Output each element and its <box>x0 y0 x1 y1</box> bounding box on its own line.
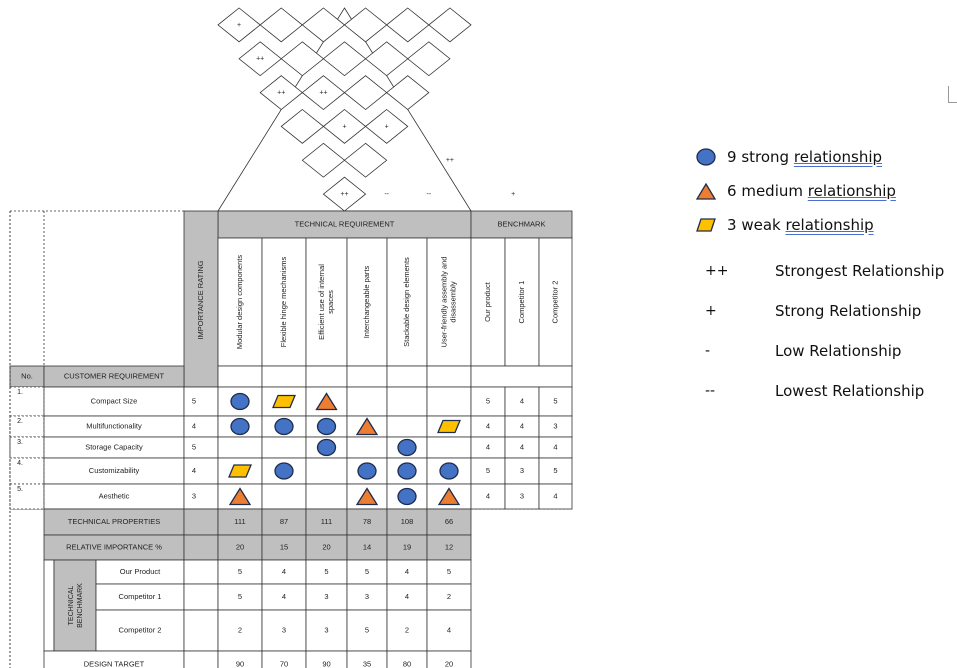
legend-strongest <box>705 259 944 283</box>
importance-value: 5 <box>191 442 197 452</box>
orange-triangle-icon <box>695 181 717 201</box>
roof-cell <box>429 8 471 42</box>
roof-cell <box>260 8 302 42</box>
benchmark-row-value: 5 <box>364 625 370 635</box>
importance-value: 4 <box>191 465 197 475</box>
importance-cell <box>184 458 218 484</box>
strong-relationship-circle <box>275 419 293 435</box>
benchmark-value: 3 <box>519 491 525 501</box>
benchmark-row-value: 3 <box>364 591 370 601</box>
importance-value: 5 <box>191 396 197 406</box>
benchmark-row-value: 5 <box>446 566 452 576</box>
technical-benchmark-label: TECHNICAL <box>67 585 75 626</box>
legend-medium <box>695 178 896 204</box>
row-no: 2. <box>17 417 23 425</box>
legend-low-text: Low Relationship <box>775 342 902 360</box>
roof-symbol: + <box>384 123 389 131</box>
relationship-cell <box>347 437 387 458</box>
tech-requirement-label: Efficient use of internal <box>316 264 326 340</box>
legend-lowest-symbol: -- <box>705 383 716 399</box>
legend-low <box>705 339 901 363</box>
relative-importance-imp-cell <box>184 535 218 560</box>
legend-strongest-text: Strongest Relationship <box>775 262 945 280</box>
benchmark-row-label: Competitor 2 <box>118 625 162 635</box>
importance-cell <box>184 387 218 416</box>
design-target-value: 90 <box>235 659 245 668</box>
roof-symbol: -- <box>384 190 390 198</box>
no-label: No. <box>21 371 33 381</box>
strong-relationship-circle <box>275 463 293 479</box>
technical-properties-value: 78 <box>362 516 372 526</box>
strong-relationship-circle <box>398 489 416 505</box>
relationship-cell <box>262 437 306 458</box>
row-no: 5. <box>17 485 23 493</box>
benchmark-row-value: 4 <box>281 591 287 601</box>
header-blank-cell <box>427 366 471 387</box>
benchmark-value: 5 <box>553 465 558 475</box>
design-target-value: 90 <box>322 659 331 668</box>
design-target-imp-cell <box>184 651 218 668</box>
importance-rating-label: IMPORTANCE RATING <box>195 260 205 340</box>
relative-importance-value: 12 <box>444 542 454 552</box>
benchmark-value: 5 <box>553 396 558 406</box>
benchmark-row-value: 3 <box>324 591 329 601</box>
tech-requirement-label: spaces <box>325 290 335 314</box>
benchmark-row-value: 3 <box>281 625 287 635</box>
strong-relationship-circle <box>318 419 336 435</box>
legend-strong-rel-symbol: + <box>705 303 717 319</box>
roof-matrix <box>218 8 471 211</box>
roof-symbol: + <box>511 190 516 198</box>
customer-requirement-name: Customizability <box>88 465 140 475</box>
benchmark-row-value: 5 <box>364 566 370 576</box>
strong-relationship-circle <box>398 440 416 456</box>
relationship-cell <box>387 387 427 416</box>
relationship-cell <box>387 416 427 437</box>
legend-low-symbol: - <box>705 343 711 359</box>
customer-requirement-name: Storage Capacity <box>85 442 143 452</box>
benchmark-row-imp-cell <box>184 610 218 651</box>
relative-importance-value: 14 <box>362 542 372 552</box>
row-no-cell <box>10 387 44 416</box>
legend-strong-rel-text: Strong Relationship <box>775 302 922 320</box>
benchmark-row-value: 4 <box>281 566 287 576</box>
roof-cell <box>387 8 429 42</box>
strong-relationship-circle <box>358 463 376 479</box>
relationship-cell <box>218 437 262 458</box>
header-blank-cell <box>387 366 427 387</box>
design-target-label: DESIGN TARGET <box>83 659 145 668</box>
legend-strongest-symbol: ++ <box>705 263 729 279</box>
benchmark-value: 3 <box>553 421 558 431</box>
customer-requirement-name: Multifunctionality <box>86 421 142 431</box>
relative-importance-label: RELATIVE IMPORTANCE % <box>66 542 162 552</box>
legend-strong-rel <box>705 299 921 323</box>
importance-cell <box>184 416 218 437</box>
benchmark-row-label: Competitor 1 <box>118 591 162 601</box>
row-no-cell <box>10 484 44 509</box>
technical-properties-value: 108 <box>400 516 414 526</box>
row-no-cell <box>10 416 44 437</box>
benchmark-row-value: 4 <box>446 625 452 635</box>
design-target-value: 20 <box>444 659 454 668</box>
relative-importance-value: 15 <box>279 542 289 552</box>
technical-properties-label: TECHNICAL PROPERTIES <box>67 516 161 526</box>
roof-symbol: ++ <box>445 157 455 165</box>
tech-requirement-label: disassembly <box>448 281 458 323</box>
strong-relationship-circle <box>398 463 416 479</box>
bench-header-blank <box>471 366 572 387</box>
legend-weak <box>695 212 874 238</box>
benchmark-row-value: 2 <box>237 625 243 635</box>
tech-requirement-label: Flexible hinge mechanisms <box>278 256 288 348</box>
legend-medium-word: medium <box>741 182 803 200</box>
benchmark-row-value: 4 <box>404 566 410 576</box>
benchmark-col-label: Our product <box>482 282 492 322</box>
benchmark-row-value: 3 <box>324 625 329 635</box>
legend-weak-value: 3 <box>727 216 737 234</box>
benchmark-row-value: 5 <box>237 591 243 601</box>
strong-relationship-circle <box>440 463 458 479</box>
benchmark-row-imp-cell <box>184 560 218 584</box>
importance-value: 3 <box>191 491 197 501</box>
technical-requirement-label: TECHNICAL REQUIREMENT <box>294 219 395 229</box>
benchmark-col-label: Competitor 2 <box>550 280 560 324</box>
benchmark-row-value: 5 <box>237 566 243 576</box>
relative-importance-value: 20 <box>322 542 331 552</box>
customer-requirement-name: Aesthetic <box>98 491 130 501</box>
header-blank-cell <box>347 366 387 387</box>
relative-importance-value: 20 <box>235 542 245 552</box>
legend-strong-value: 9 <box>727 148 737 166</box>
strong-relationship-circle <box>318 440 336 456</box>
relationship-cell <box>306 484 347 509</box>
tech-requirement-label: Interchangeable parts <box>361 265 371 339</box>
benchmark-label: BENCHMARK <box>497 219 546 229</box>
legend-strong-link[interactable]: relationship <box>793 148 883 166</box>
technical-properties-imp-cell <box>184 509 218 535</box>
legend-weak-word: weak <box>741 216 781 234</box>
benchmark-value: 4 <box>553 491 558 501</box>
roof-symbol: + <box>342 123 347 131</box>
customer-requirement-name: Compact Size <box>90 396 138 406</box>
benchmark-col-label: Competitor 1 <box>516 280 526 324</box>
roof-symbol: ++ <box>277 89 286 97</box>
benchmark-row-value: 2 <box>404 625 410 635</box>
benchmark-row-imp-cell <box>184 584 218 610</box>
customer-requirement-label: CUSTOMER REQUIREMENT <box>63 371 165 381</box>
benchmark-value: 5 <box>485 465 491 475</box>
roof-cell <box>408 42 450 76</box>
tech-requirement-label: User-friendly assembly and <box>439 256 449 348</box>
roof-symbol: ++ <box>319 89 328 97</box>
relationship-cell <box>262 484 306 509</box>
legend-medium-value: 6 <box>727 182 737 200</box>
importance-value: 4 <box>191 421 197 431</box>
legend-strong <box>695 144 882 170</box>
header-blank-cell <box>218 366 262 387</box>
importance-cell <box>184 437 218 458</box>
blue-circle-icon <box>695 147 717 167</box>
strong-relationship-circle <box>231 419 249 435</box>
page-corner-mark <box>948 86 957 103</box>
design-target-value: 35 <box>362 659 372 668</box>
row-no: 3. <box>17 438 23 446</box>
design-target-value: 80 <box>402 659 412 668</box>
legend-strong-word: strong <box>741 148 790 166</box>
legend-lowest <box>705 379 924 403</box>
benchmark-value: 4 <box>519 396 525 406</box>
benchmark-value: 4 <box>485 421 491 431</box>
tech-requirement-label: Modular design components <box>234 254 244 350</box>
roof-symbol: ++ <box>340 190 349 198</box>
row-no: 1. <box>17 388 23 396</box>
relationship-cell <box>427 387 471 416</box>
technical-properties-value: 111 <box>234 516 246 526</box>
benchmark-row-value: 5 <box>324 566 329 576</box>
benchmark-value: 4 <box>485 491 491 501</box>
importance-cell <box>184 484 218 509</box>
benchmark-value: 4 <box>485 442 491 452</box>
roof-symbol: ++ <box>256 55 265 63</box>
benchmark-row-value: 4 <box>404 591 410 601</box>
roof-symbol: + <box>237 21 242 29</box>
technical-properties-value: 111 <box>320 516 333 526</box>
design-target-value: 70 <box>279 659 289 668</box>
benchmark-value: 5 <box>485 396 491 406</box>
relationship-cell <box>347 387 387 416</box>
row-no: 4. <box>17 459 23 467</box>
relationship-cell <box>427 437 471 458</box>
benchmark-value: 3 <box>519 465 525 475</box>
legend-lowest-text: Lowest Relationship <box>775 382 925 400</box>
tb-spacer <box>44 560 54 651</box>
benchmark-value: 4 <box>519 421 525 431</box>
technical-benchmark-header <box>54 560 96 651</box>
header-blank-cell <box>262 366 306 387</box>
benchmark-row-value: 2 <box>446 591 452 601</box>
relationship-cell <box>306 458 347 484</box>
technical-properties-value: 87 <box>279 516 289 526</box>
technical-benchmark-label: BENCHMARK <box>76 583 84 628</box>
row-no-cell <box>10 458 44 484</box>
header-blank-cell <box>306 366 347 387</box>
benchmark-value: 4 <box>519 442 525 452</box>
legend-weak-link[interactable]: relationship <box>785 216 874 234</box>
roof-symbol: -- <box>426 190 432 198</box>
technical-properties-value: 66 <box>444 516 454 526</box>
tech-requirement-label: Stackable design elements <box>401 257 411 347</box>
benchmark-row-label: Our Product <box>119 566 161 576</box>
legend-medium-link[interactable]: relationship <box>807 182 896 200</box>
yellow-parallelogram-icon <box>695 215 717 235</box>
relative-importance-value: 19 <box>402 542 412 552</box>
row-no-cell <box>10 437 44 458</box>
benchmark-value: 4 <box>553 442 558 452</box>
strong-relationship-circle <box>231 394 249 410</box>
